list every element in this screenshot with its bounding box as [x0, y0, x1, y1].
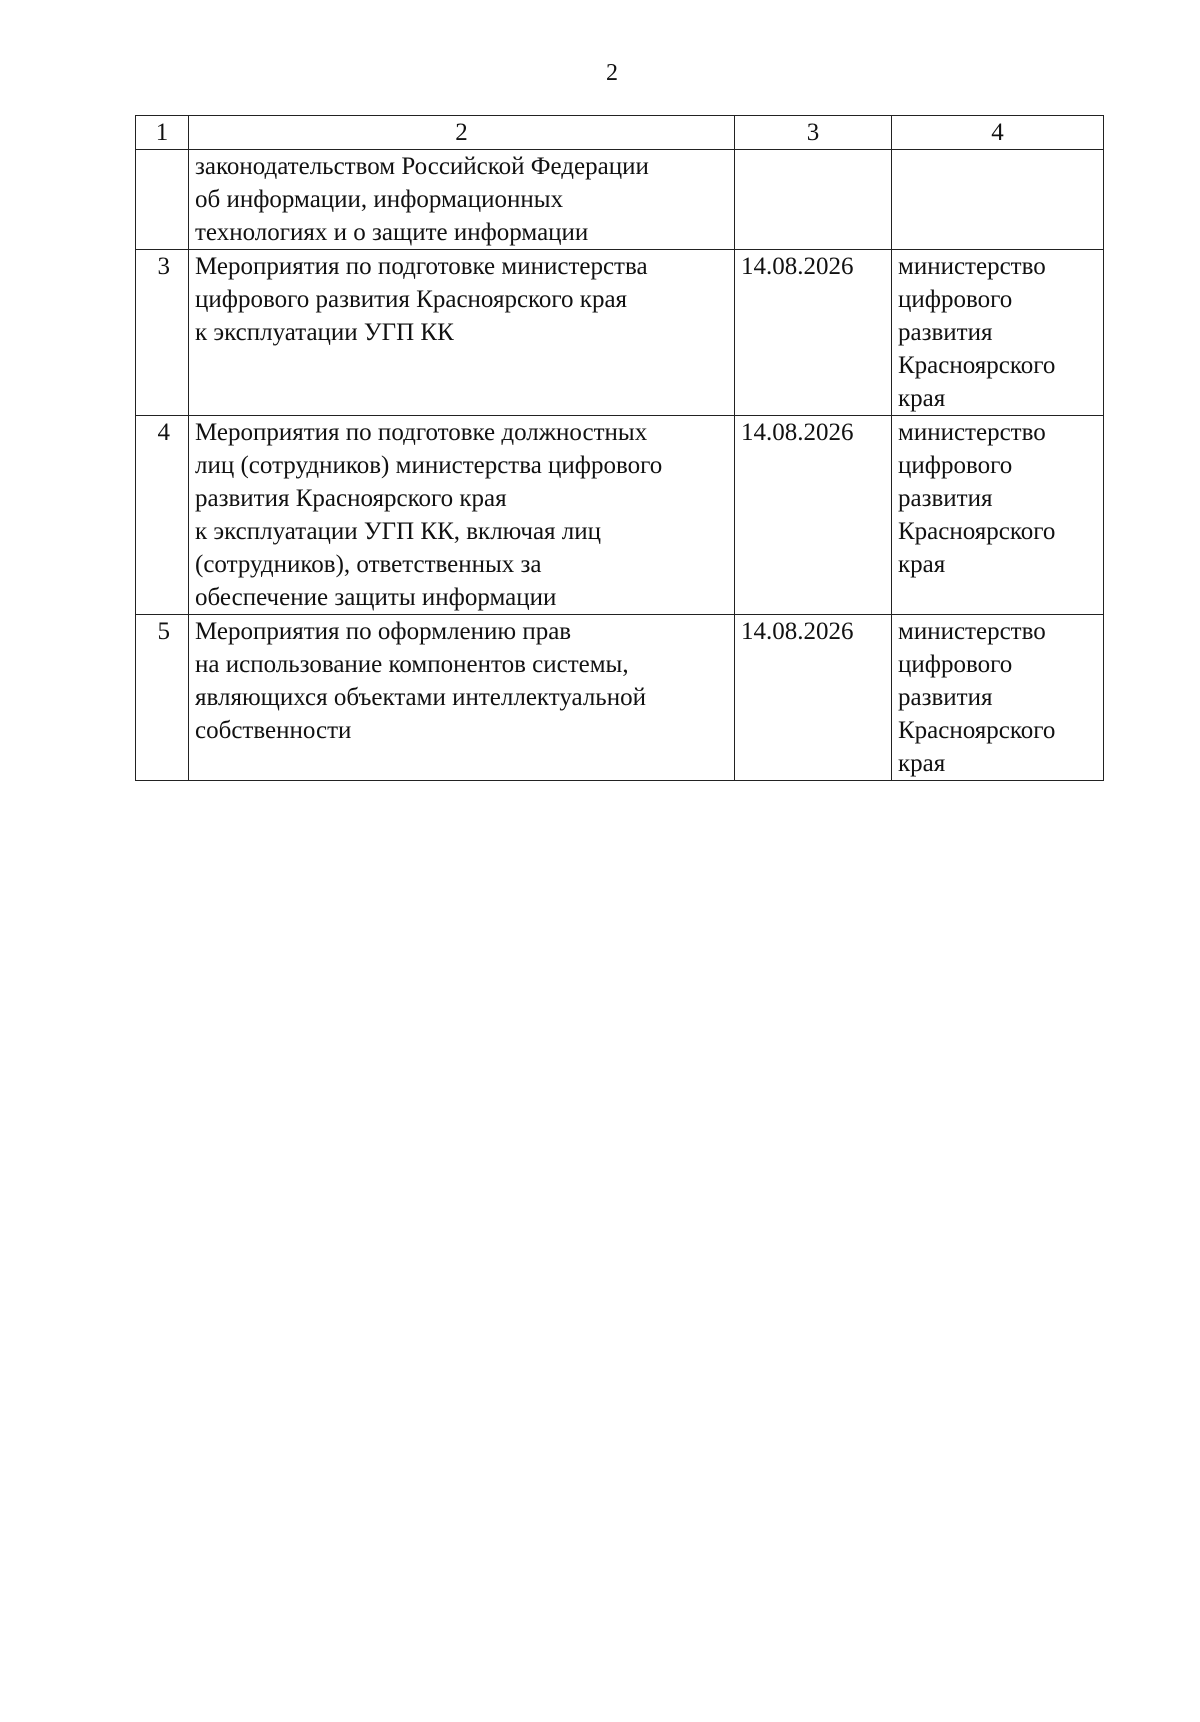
- row-number-cell: 3: [136, 250, 189, 416]
- table-row: [136, 250, 1104, 416]
- column-header-1: 1: [136, 116, 189, 150]
- table-header-row: [136, 116, 1104, 150]
- page-number: 2: [606, 60, 618, 86]
- row-number-cell: [136, 150, 189, 250]
- row-description-cell: Мероприятия по подготовке министерства цифрового развития Красноярского края к эксплуатации УГП КК: [189, 250, 735, 416]
- row-responsible-cell: министерство цифрового развития Красноярского края: [892, 416, 1104, 615]
- row-responsible-cell: министерство цифрового развития Красноярского края: [892, 615, 1104, 781]
- row-date-cell: 14.08.2026: [735, 250, 892, 416]
- activities-table: [135, 115, 1104, 781]
- column-header-3: 3: [735, 116, 892, 150]
- row-description-cell: Мероприятия по оформлению прав на использование компонентов системы, являющихся объектами интеллектуальной собственности: [189, 615, 735, 781]
- row-description-cell: законодательством Российской Федерации об информации, информационных технологиях и о защите информации: [189, 150, 735, 250]
- row-responsible-cell: [892, 150, 1104, 250]
- row-responsible-cell: министерство цифрового развития Красноярского края: [892, 250, 1104, 416]
- row-number-cell: 4: [136, 416, 189, 615]
- table-row: [136, 615, 1104, 781]
- row-date-cell: 14.08.2026: [735, 615, 892, 781]
- row-description-cell: Мероприятия по подготовке должностных лиц (сотрудников) министерства цифрового развития Красноярского края к эксплуатации УГП КК, включая лиц (сотрудников), ответственных за обеспечение защиты информации: [189, 416, 735, 615]
- table-row: [136, 416, 1104, 615]
- column-header-4: 4: [892, 116, 1104, 150]
- column-header-2: 2: [189, 116, 735, 150]
- row-number-cell: 5: [136, 615, 189, 781]
- row-date-cell: 14.08.2026: [735, 416, 892, 615]
- table-row-continuation: [136, 150, 1104, 250]
- row-date-cell: [735, 150, 892, 250]
